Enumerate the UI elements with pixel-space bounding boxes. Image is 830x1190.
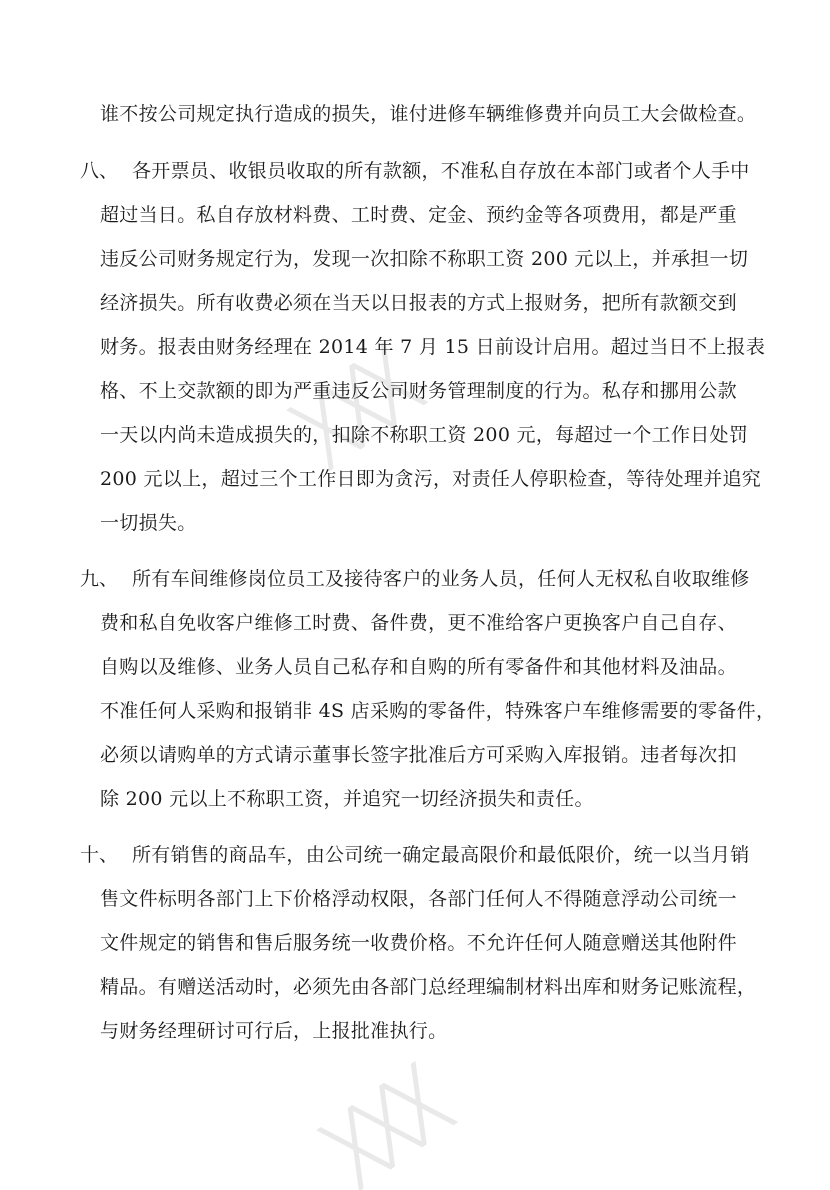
paragraph-line: 费和私自免收客户维修工时费、备件费，更不准给客户更换客户自己自存、 <box>100 612 737 634</box>
paragraph-line: 一天以内尚未造成损失的，扣除不称职工资 200 元，每超过一个工作日处罚 <box>100 424 749 446</box>
paragraph-line: 与财务经理研讨可行后，上报批准执行。 <box>100 1020 448 1042</box>
paragraph-line: 除 200 元以上不称职工资，并追究一切经济损失和责任。 <box>100 788 594 810</box>
paragraph-line: 200 元以上，超过三个工作日即为贪污，对责任人停职检查，等待处理并追究 <box>100 468 762 490</box>
paragraph-line: 格、不上交款额的即为严重违反公司财务管理制度的行为。私存和挪用公款 <box>100 380 737 402</box>
paragraph-line: 超过当日。私自存放材料费、工时费、定金、预约金等各项费用，都是严重 <box>100 204 737 226</box>
watermark: ╳╳╳ <box>319 1063 457 1190</box>
section-marker: 九、 <box>80 568 119 590</box>
section-marker: 八、 <box>80 160 119 182</box>
watermark: ╳╳╳ <box>289 343 427 471</box>
paragraph-line: 经济损失。所有收费必须在当天以日报表的方式上报财务，把所有款额交到 <box>100 292 737 314</box>
paragraph-line: 售文件标明各部门上下价格浮动权限，各部门任何人不得随意浮动公司统一 <box>100 888 737 910</box>
paragraph-line: 所有销售的商品车，由公司统一确定最高限价和最低限价，统一以当月销 <box>132 844 750 866</box>
paragraph-line: 违反公司财务规定行为，发现一次扣除不称职工资 200 元以上，并承担一切 <box>100 248 749 270</box>
paragraph-line: 谁不按公司规定执行造成的损失，谁付进修车辆维修费并向员工大会做检查。 <box>100 103 757 125</box>
paragraph-line: 自购以及维修、业务人员自己私存和自购的所有零备件和其他材料及油品。 <box>100 656 737 678</box>
section-marker: 十、 <box>80 844 119 866</box>
paragraph-line: 不准任何人采购和报销非 4S 店采购的零备件，特殊客户车维修需要的零备件， <box>100 700 776 722</box>
paragraph-line: 财务。报表由财务经理在 2014 年 7 月 15 日前设计启用。超过当日不上报表 <box>100 336 766 358</box>
paragraph-line: 必须以请购单的方式请示董事长签字批准后方可采购入库报销。违者每次扣 <box>100 744 737 766</box>
paragraph-line: 各开票员、收银员收取的所有款额，不准私自存放在本部门或者个人手中 <box>132 160 750 182</box>
paragraph-line: 所有车间维修岗位员工及接待客户的业务人员，任何人无权私自收取维修 <box>132 568 750 590</box>
paragraph-line: 文件规定的销售和售后服务统一收费价格。不允许任何人随意赠送其他附件 <box>100 932 737 954</box>
paragraph-line: 一切损失。 <box>100 512 197 534</box>
paragraph-line: 精品。有赠送活动时，必须先由各部门总经理编制材料出库和财务记账流程， <box>100 976 757 998</box>
